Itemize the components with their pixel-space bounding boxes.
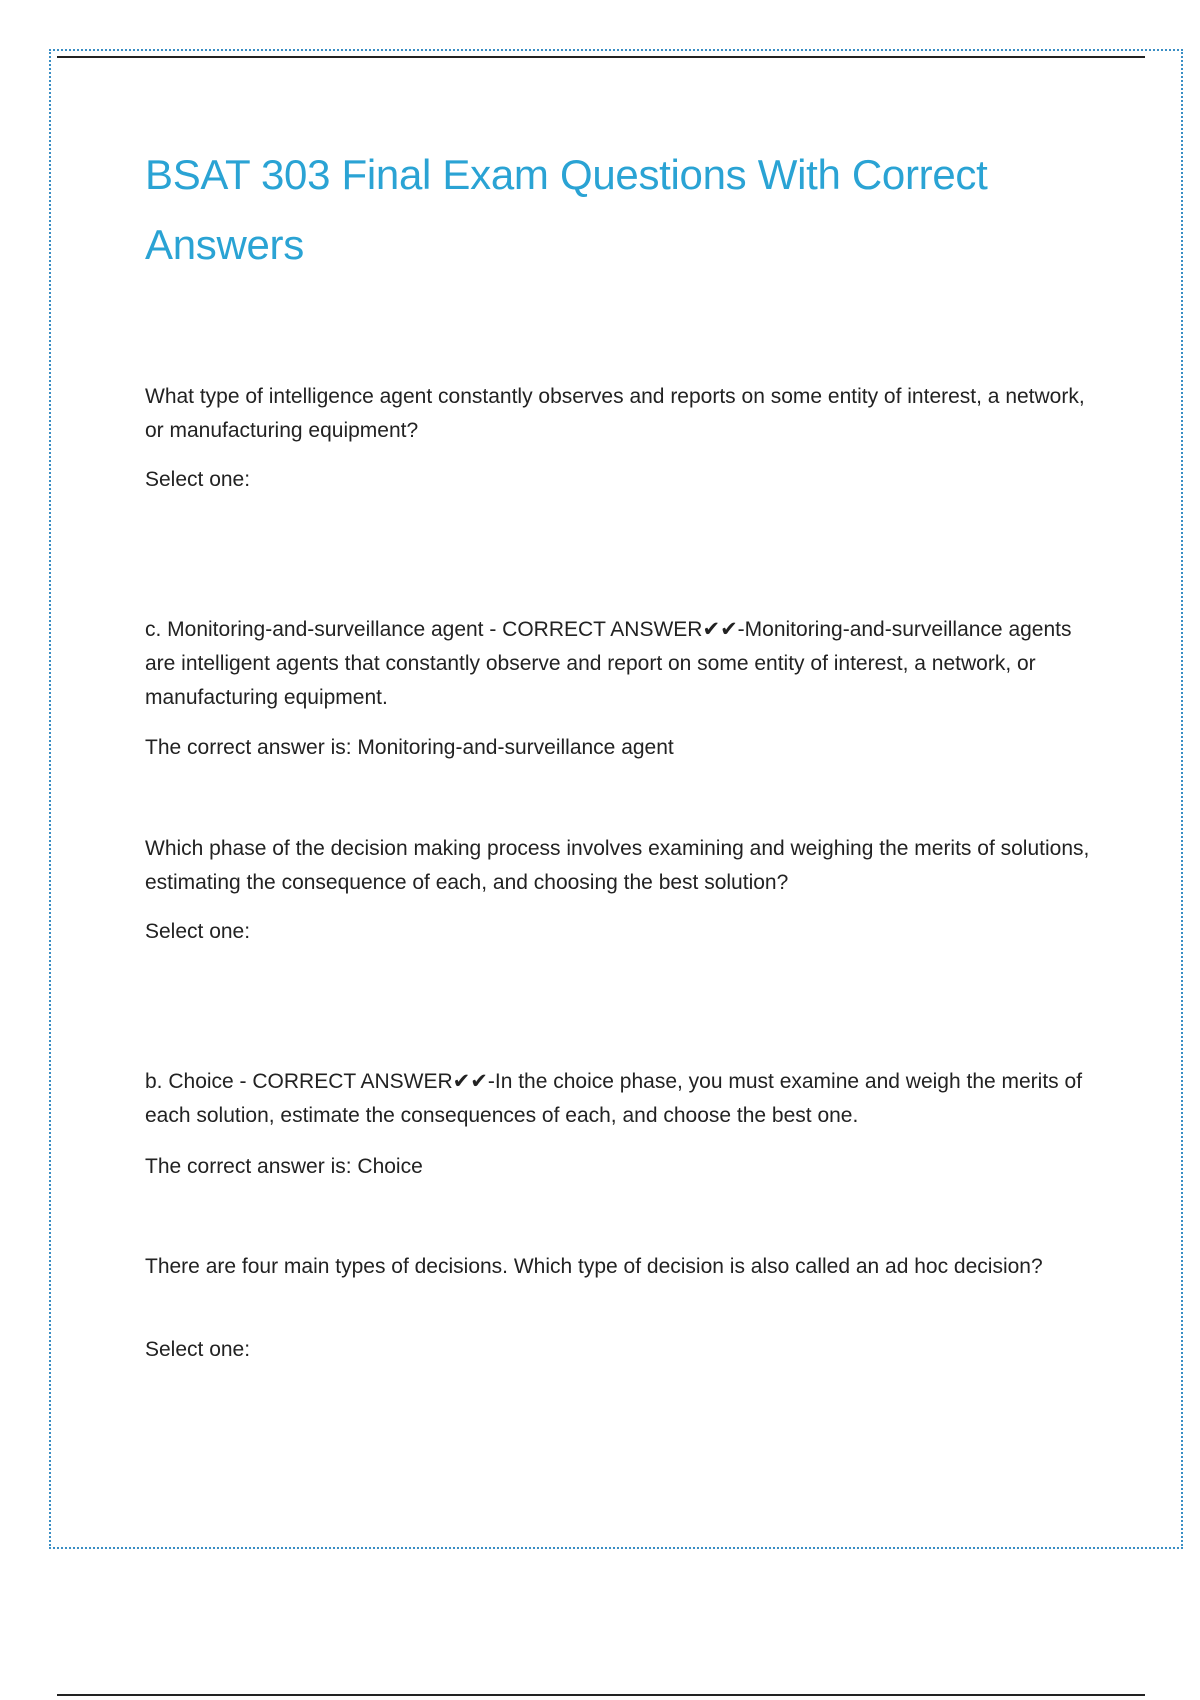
question-3-select-label: Select one:	[145, 1338, 251, 1361]
question-2-answer: b. Choice - CORRECT ANSWER✔✔-In the choice phase, you must examine and weigh the merits of each solution, estimate the consequences of each, and choose the best one.	[145, 1070, 1083, 1127]
question-1-select-label: Select one:	[145, 468, 251, 491]
question-1-answer: c. Monitoring-and-surveillance agent - CORRECT ANSWER✔✔-Monitoring-and-surveillance agents are intelligent agents that constantly observe and report on some entity of interest, a network, or manufacturing equipment.	[145, 618, 1072, 709]
question-2-select-label: Select one:	[145, 920, 251, 943]
question-2-correct-answer: The correct answer is: Choice	[145, 1155, 423, 1178]
question-1-text: What type of intelligence agent constantly observes and reports on some entity of interest, a network, or manufacturing equipment?	[145, 385, 1085, 442]
page-break-rule	[57, 1694, 1145, 1696]
question-1-correct-answer: The correct answer is: Monitoring-and-surveillance agent	[145, 736, 674, 759]
question-3-text: There are four main types of decisions. Which type of decision is also called an ad hoc decision?	[145, 1255, 1043, 1278]
question-2-text: Which phase of the decision making process involves examining and weighing the merits of solutions, estimating the consequence of each, and choosing the best solution?	[145, 837, 1090, 894]
document-title: BSAT 303 Final Exam Questions With Correct Answers	[145, 151, 988, 268]
header-rule	[57, 56, 1145, 58]
